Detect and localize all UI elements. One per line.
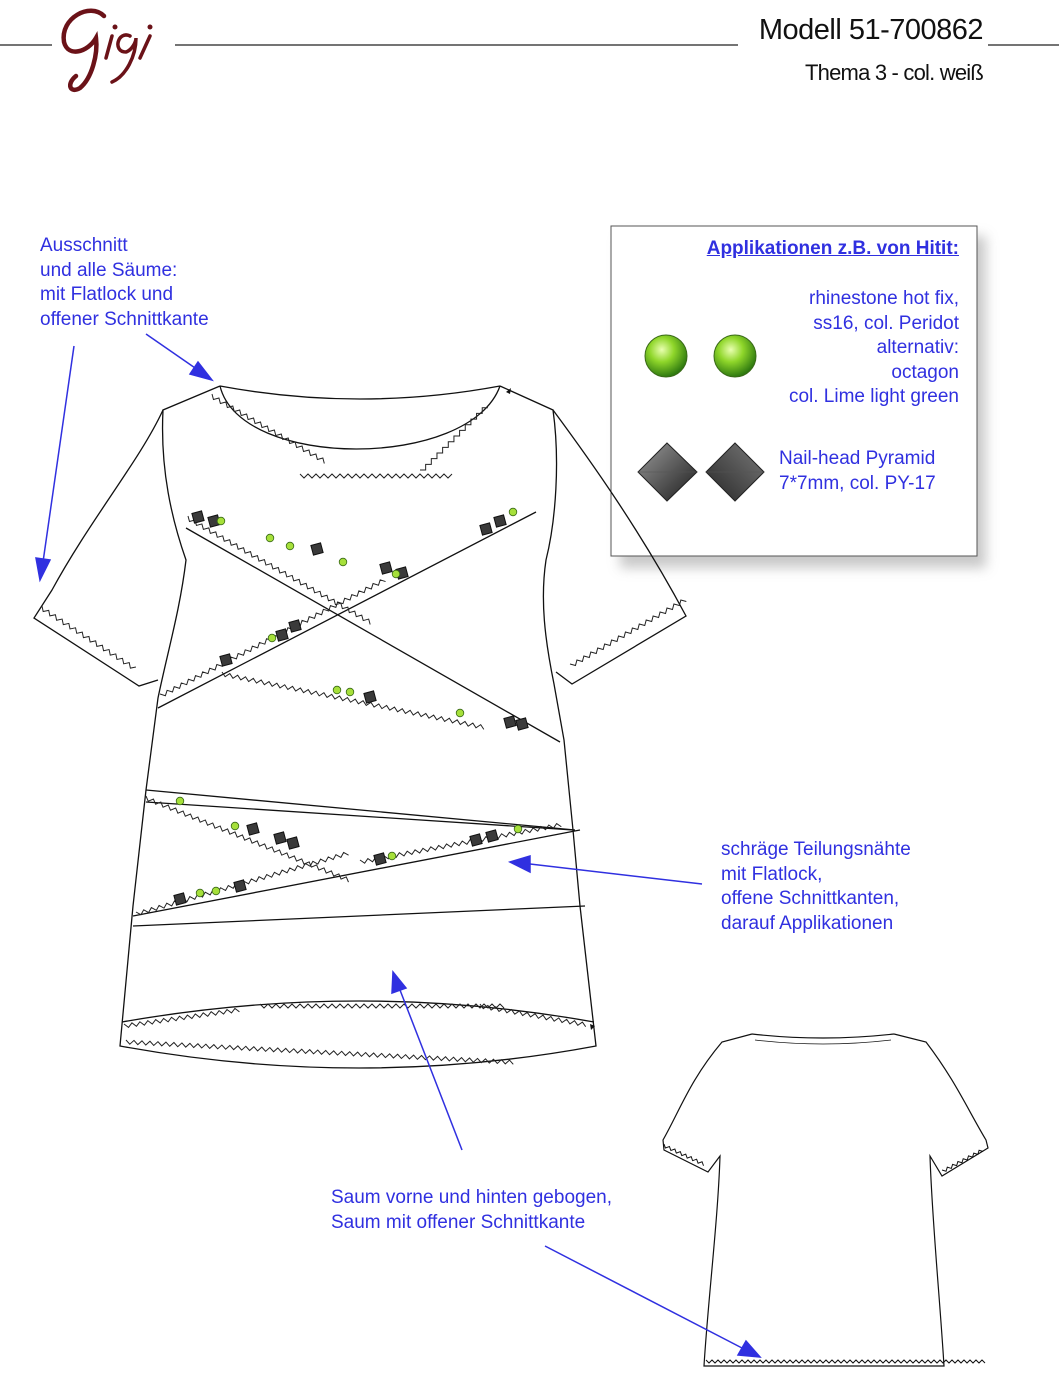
- neckline-annotation: [40, 234, 209, 332]
- rhinestone-mark: [266, 534, 274, 542]
- rhinestone-mark: [217, 517, 225, 525]
- stud-mark: [364, 691, 376, 703]
- rhinestone-mark: [333, 686, 341, 694]
- stud-mark: [516, 718, 528, 730]
- annotation-line: mit Flatlock,: [721, 863, 823, 885]
- annotation-line: offener Schnittkante: [40, 308, 209, 330]
- annotation-line: schräge Teilungsnähte: [721, 839, 911, 860]
- rhinestone-mark: [339, 558, 347, 566]
- model-number: Modell 51-700862: [758, 14, 983, 46]
- rhinestone-mark: [392, 570, 400, 578]
- rhinestone-mark: [196, 889, 204, 897]
- stud-mark: [192, 511, 204, 523]
- rhinestone-line: alternativ:: [876, 337, 959, 358]
- stud-mark: [470, 834, 482, 846]
- stud-mark: [174, 893, 186, 905]
- annotation-line: und alle Säume:: [40, 259, 178, 281]
- stud-mark: [374, 853, 386, 865]
- theme-label: Thema 3 - col. weiß: [805, 60, 983, 85]
- rhinestone-mark: [231, 822, 239, 830]
- applications-title: Applikationen z.B. von Hitit:: [706, 238, 959, 259]
- nailhead-description: [779, 447, 936, 496]
- stud-mark: [220, 654, 232, 666]
- rhinestone-line: octagon: [891, 361, 959, 383]
- annotation-line: Saum vorne und hinten gebogen,: [331, 1187, 612, 1208]
- rhinestone-line: ss16, col. Peridot: [813, 312, 959, 334]
- nailhead-line: 7*7mm, col. PY-17: [779, 472, 936, 494]
- rhinestone-description: [789, 287, 959, 410]
- rhinestone-line: rhinestone hot fix,: [809, 288, 959, 309]
- brand-logo: [64, 11, 153, 90]
- rhinestone-mark: [212, 887, 220, 895]
- annotation-line: mit Flatlock und: [40, 284, 174, 305]
- stud-mark: [486, 830, 498, 842]
- stud-mark: [287, 837, 299, 849]
- back-view-garment: [663, 1034, 988, 1366]
- stud-mark: [276, 629, 288, 641]
- stud-mark: [311, 543, 323, 555]
- annotation-line: Ausschnitt: [40, 235, 128, 256]
- seams-annotation: [721, 838, 911, 936]
- front-view-garment: [34, 386, 686, 1068]
- stud-mark: [494, 515, 506, 527]
- stud-mark: [289, 620, 301, 632]
- rhinestone-line: col. Lime light green: [788, 386, 959, 407]
- rhinestone-mark: [456, 709, 464, 717]
- rhinestone-mark: [176, 797, 184, 805]
- annotation-line: offene Schnittkanten,: [721, 888, 900, 909]
- applied-studs: [174, 511, 528, 905]
- stud-mark: [234, 880, 246, 892]
- stud-mark: [247, 823, 259, 835]
- hem-annotation: [331, 1186, 612, 1235]
- stud-mark: [274, 832, 286, 844]
- rhinestone-mark: [268, 634, 276, 642]
- nailhead-line: Nail-head Pyramid: [779, 448, 936, 469]
- stud-mark: [480, 523, 492, 535]
- annotation-line: Saum mit offener Schnittkante: [331, 1211, 586, 1233]
- rhinestone-mark: [509, 508, 517, 516]
- rhinestone-mark: [346, 688, 354, 696]
- stud-mark: [504, 716, 516, 728]
- stud-mark: [380, 562, 392, 574]
- rhinestone-mark: [388, 852, 396, 860]
- annotation-line: darauf Applikationen: [721, 912, 894, 934]
- rhinestone-mark: [286, 542, 294, 550]
- rhinestone-mark: [514, 825, 522, 833]
